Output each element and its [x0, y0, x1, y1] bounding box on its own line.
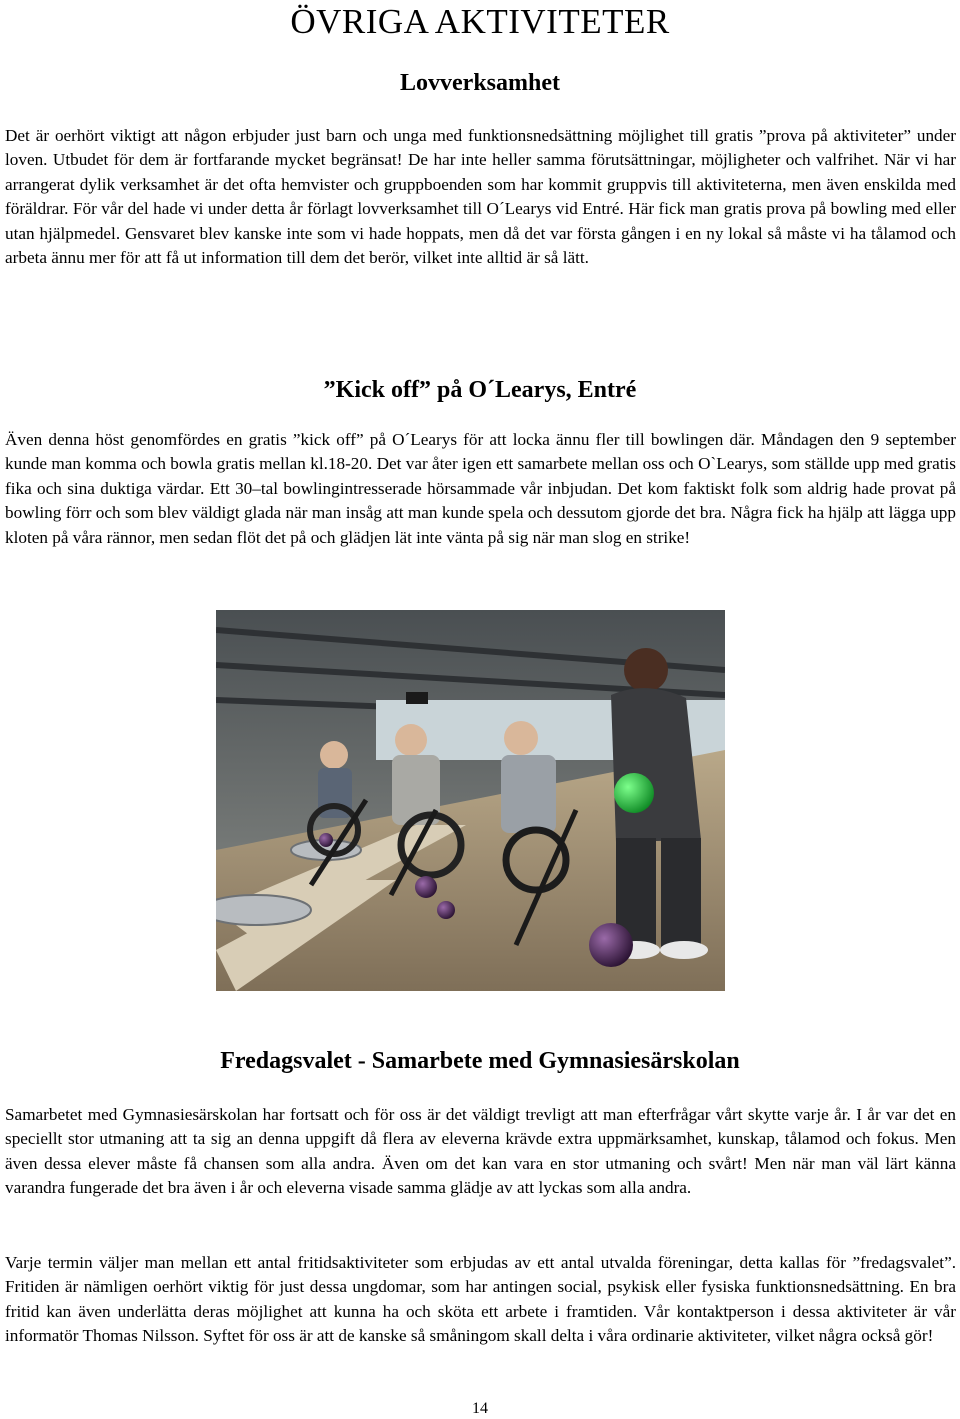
section-paragraph: Varje termin väljer man mellan ett antal fritidsaktiviteter som erbjudas av ett antal utvalda föreningar, detta kallas för ”fredagsvalet”. Fritiden är nämligen oerhört viktig för just dessa ungdomar, som har antingen social, psykisk eller fysiska funktionsnedsättning. En bra fritid kan även underlätta deras möjlighet att kunna ha och sköta ett arbete i framtiden. Vår kontaktperson i dessa aktiviteter är vår informatör Thomas Nilsson. Syftet för oss är att de kanske så småningom skall delta i våra ordinarie aktiviteter, vilket några också gör!	[5, 1253, 956, 1346]
page-title: ÖVRIGA AKTIVITETER	[290, 2, 670, 41]
bowling-photo-illustration	[216, 610, 725, 991]
section-heading-kick-off: ”Kick off” på O´Learys, Entré	[323, 377, 637, 403]
section-heading-fredagsvalet: Fredagsvalet - Samarbete med Gymnasiesärskolan	[220, 1048, 740, 1074]
page-number: 14	[472, 1400, 488, 1417]
section-paragraph: Samarbetet med Gymnasiesärskolan har fortsatt och för oss är det väldigt trevligt att man efterfrågar vårt skytte varje år. I år var det en speciellt stor utmaning att ta sig an denna uppgift då flera av eleverna krävde extra uppmärksamhet, kunskap, tålamod och fokus. Men även dessa elever måste få chansen som alla andra. Även om det kan vara en stor utmaning och svårt! Men när man väl lärt känna varandra fungerade det bra även i år och eleverna visade samma glädje av att lyckas som alla andra.	[5, 1105, 956, 1198]
bowling-photo	[216, 610, 725, 991]
section-paragraph: Även denna höst genomfördes en gratis ”kick off” på O´Learys för att locka ännu fler till bowlingen där. Måndagen den 9 september kunde man komma och bowla gratis mellan kl.18-20. Det var åter igen ett samarbete mellan oss och O`Learys, som ställde upp med gratis fika och sina duktiga värdar. Ett 30–tal bowlingintresserade hörsammade vår inbjudan. Det kom faktiskt folk som aldrig hade provat på bowling förr och som blev väldigt glada när man insåg att man kunde spela och dessutom gjorde det bra. Några fick ha hjälp att lägga upp kloten på våra rännor, men sedan flöt det på och glädjen lät inte vänta på sig när man slog en strike!	[5, 430, 956, 547]
section-heading-lovverksamhet: Lovverksamhet	[400, 70, 560, 96]
section-paragraph: Det är oerhört viktigt att någon erbjuder just barn och unga med funktionsnedsättning möjlighet till gratis ”prova på aktiviteter” under loven. Utbudet för dem är fortfarande mycket begränsat! De har inte heller samma förutsättningar, möjligheter och valfrihet. När vi har arrangerat dylik verksamhet är det ofta hemvister och gruppboenden som har kommit gruppvis till aktiviteterna, men även enskilda med föräldrar. För vår del hade vi under detta år förlagt lovverksamhet till O´Learys vid Entré. Här fick man gratis prova på bowling med eller utan hjälpmedel. Gensvaret blev kanske inte som vi hade hoppats, men då det var första gången i en ny lokal så måste vi ha tålamod och arbeta ännu mer för att få ut information till dem det berör, vilket inte alltid är så lätt.	[5, 126, 956, 268]
